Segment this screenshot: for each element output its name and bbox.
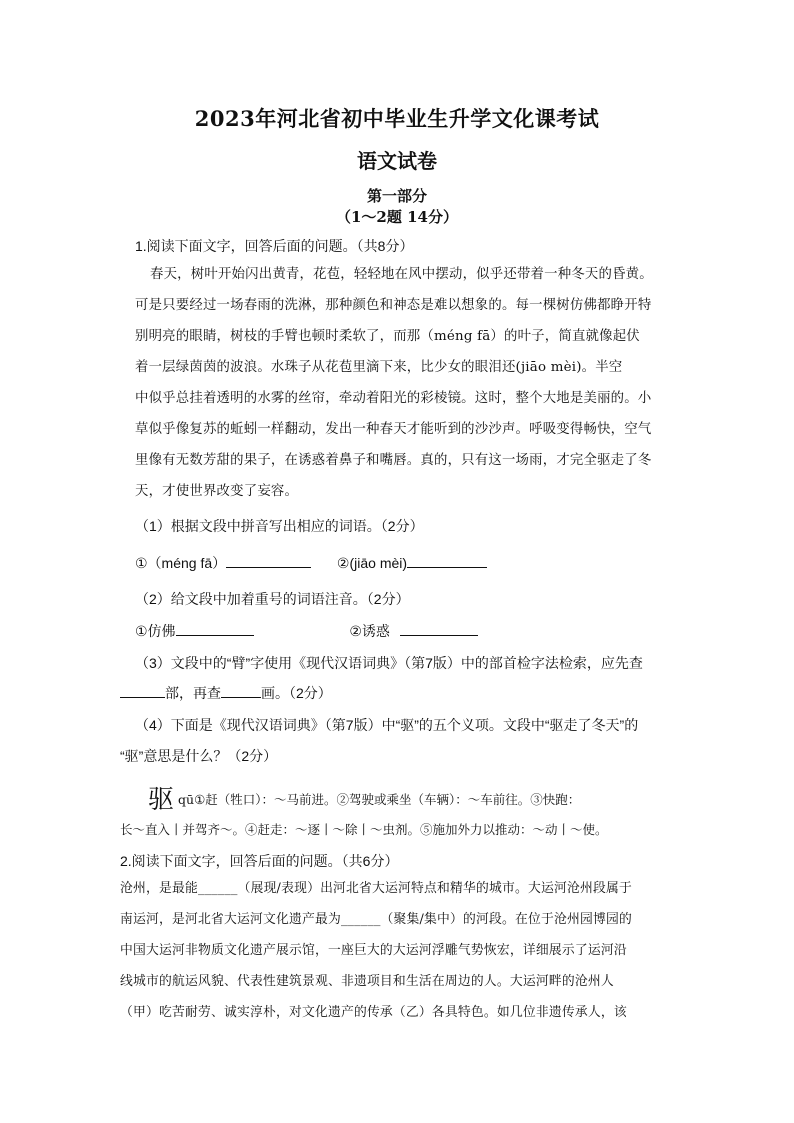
q2-passage-line: （甲）吃苦耐劳、诚实淳朴，对文化遗产的传承（乙）各具特色。如几位非遗传承人，该: [120, 1005, 627, 1020]
q1-passage-line: 里像有无数芳甜的果子，在诱惑着鼻子和嘴唇。真的，只有这一场雨，才完全驱走了冬: [135, 453, 652, 468]
q1-sub1-prompt: （1）根据文段中拼音写出相应的词语。（2分）: [135, 518, 424, 534]
q1-passage-line: 可是只要经过一场春雨的洗淋，那种颜色和神态是难以想象的。每一棵树仿佛都睁开特: [135, 298, 652, 313]
dictionary-headword: 驱: [148, 785, 175, 815]
q1-sub1-label-b: ②(jiāo mèi): [336, 555, 408, 571]
q1-sub2-label-b: ②诱惑: [349, 623, 390, 639]
q1-passage-line: 着一层绿茵茵的波浪。水珠子从花苞里滴下来，比少女的眼泪还(jiāo mèi)。半空: [135, 360, 623, 375]
part-range: （1～2题 14分）: [336, 208, 458, 226]
q2-passage-line: 中国大运河非物质文化遗产展示馆，一座巨大的大运河浮雕气势恢宏，详细展示了运河沿: [120, 943, 627, 958]
answer-blank[interactable]: [120, 683, 165, 698]
q1-passage-line: 天，才使世界改变了妄容。: [135, 484, 299, 499]
dictionary-senses-1: qū①赶（牲口）：～马前进。②驾驶或乘坐（车辆）：～车前往。③快跑：: [178, 792, 581, 807]
q1-sub1-answers: [135, 553, 695, 573]
exam-subtitle: 语文试卷: [357, 149, 437, 173]
dictionary-entry-line2: 长～直入丨并驾齐～。④赶走：～逐丨～除丨～虫剂。⑤施加外力以推动：～动丨～使。: [120, 822, 608, 837]
dictionary-entry-line1: [148, 779, 708, 816]
answer-blank[interactable]: [226, 553, 311, 568]
q2-passage-line: 线城市的航运风貌、代表性建筑景观、非遗项目和生活在周边的人。大运河畔的沧州人: [120, 974, 614, 989]
q1-sub3-line2: [120, 683, 680, 703]
q1-prompt: 1.阅读下面文字，回答后面的问题。（共8分）: [135, 238, 414, 254]
part-title: 第一部分: [366, 187, 427, 205]
answer-blank[interactable]: [407, 553, 487, 568]
q1-sub3-line1: （3）文段中的“臂”字使用《现代汉语词典》（第7版）中的部首检字法检索，应先查: [135, 655, 643, 671]
answer-blank[interactable]: [221, 683, 261, 698]
q1-sub3-part-a: 部，再查: [165, 685, 221, 701]
q1-sub2-prompt: （2）给文段中加着重号的词语注音。（2分）: [135, 591, 410, 607]
q1-sub3-part-b: 画。（2分）: [261, 685, 332, 701]
q1-sub4-line1: （4）下面是《现代汉语词典》（第7版）中“驱”的五个义项。文段中“驱走了冬天”的: [135, 717, 639, 733]
q2-prompt: 2.阅读下面文字，回答后面的问题。（共6分）: [120, 853, 399, 869]
q1-passage-line: 中似乎总挂着透明的水雾的丝帘，牵动着阳光的彩棱镜。这时，整个大地是美丽的。小: [135, 391, 652, 406]
q2-passage-line: 沧州，是最能______（展现/表现）出河北省大运河特点和精华的城市。大运河沧州段属于: [120, 881, 632, 896]
answer-blank[interactable]: [400, 621, 478, 636]
q1-sub4-line2: “驱”意思是什么？（2分）: [120, 748, 278, 764]
q1-passage-line: 草似乎像复苏的蚯蚓一样翻动，发出一种春天才能听到的沙沙声。呼吸变得畅快，空气: [135, 422, 652, 437]
q2-passage-line: 南运河，是河北省大运河文化遗产最为______（聚集/集中）的河段。在位于沧州园博园的: [120, 912, 632, 927]
q1-passage-line: 别明亮的眼睛，树枝的手臂也顿时柔软了，而那（méng fā）的叶子，简直就像起伏: [135, 329, 640, 344]
exam-title: 2023年河北省初中毕业生升学文化课考试: [194, 106, 600, 131]
q1-passage-line: 春天，树叶开始闪出黄青，花苞，轻轻地在风中摆动，似乎还带着一种冬天的昏黄。: [150, 267, 653, 282]
q1-sub2-label-a: ①仿佛: [135, 623, 176, 639]
answer-blank[interactable]: [176, 621, 254, 636]
q1-sub1-label-a: ①（méng fā）: [135, 555, 227, 571]
q1-sub2-answers: [135, 621, 695, 641]
